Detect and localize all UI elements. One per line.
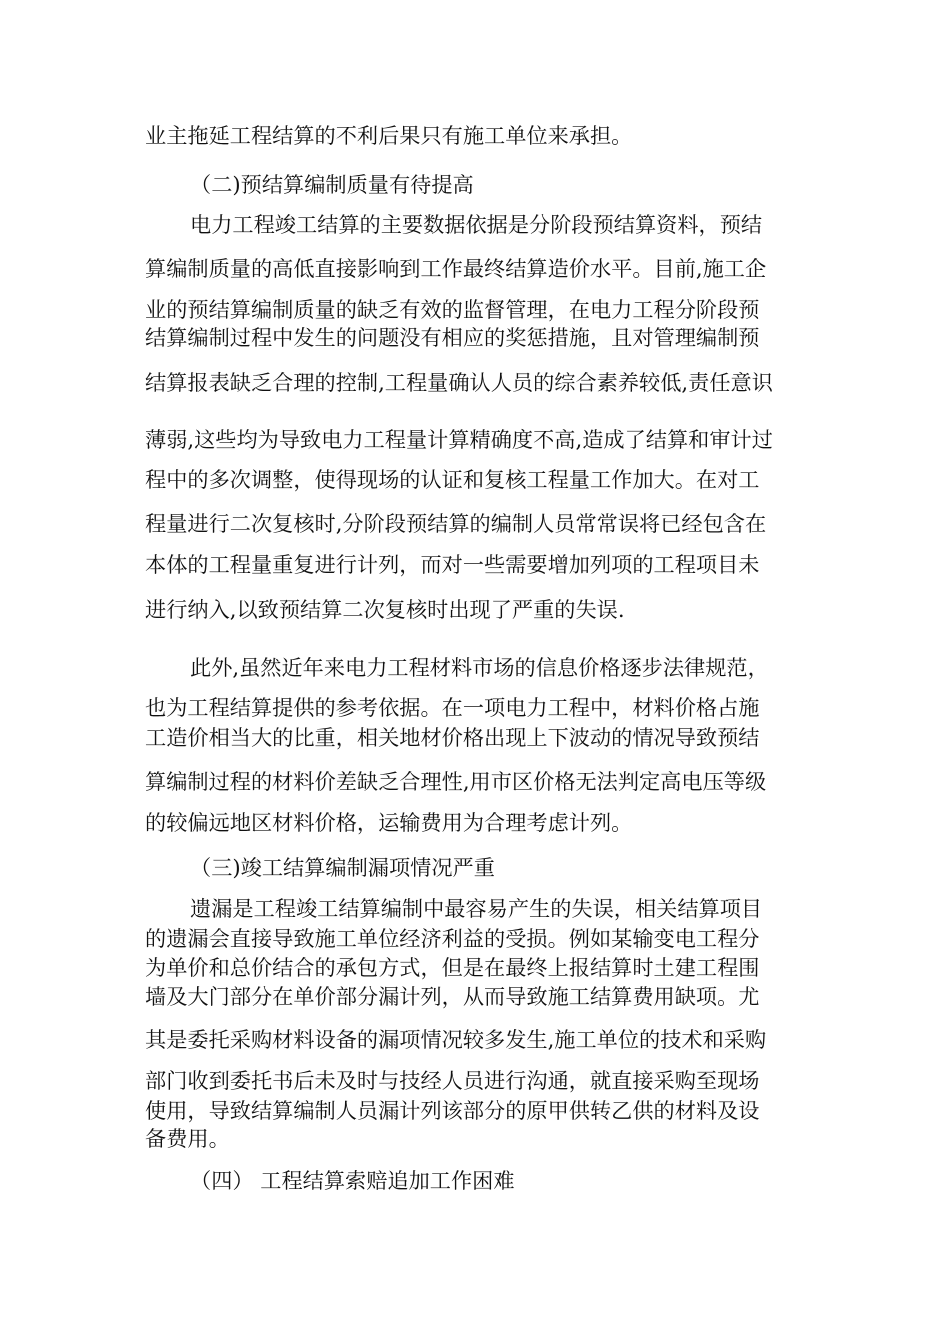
- section-heading: （三)竣工结算编制漏项情况严重: [190, 855, 495, 880]
- body-text-line: 程量进行二次复核时,分阶段预结算的编制人员常常误将已经包含在: [145, 511, 767, 536]
- section-heading: （四） 工程结算索赔追加工作困难: [190, 1168, 515, 1193]
- body-text-line: 算编制过程的材料价差缺乏合理性,用市区价格无法判定高电压等级: [145, 769, 767, 794]
- body-text-line: 本体的工程量重复进行计列，而对一些需要增加列项的工程项目未: [145, 552, 760, 577]
- body-text-line: 也为工程结算提供的参考依据。在一项电力工程中，材料价格占施: [145, 695, 760, 720]
- body-text-line: 备费用。: [145, 1126, 230, 1151]
- body-text-line: 部门收到委托书后未及时与技经人员进行沟通，就直接采购至现场: [145, 1068, 760, 1093]
- paragraph-first-line: 此外,虽然近年来电力工程材料市场的信息价格逐步法律规范，: [190, 655, 769, 680]
- body-text-line: 工造价相当大的比重，相关地材价格出现上下波动的情况导致预结: [145, 725, 760, 750]
- body-text-line: 业的预结算编制质量的缺乏有效的监督管理，在电力工程分阶段预: [145, 297, 760, 322]
- body-text-line: 为单价和总价结合的承包方式，但是在最终上报结算时土建工程围: [145, 955, 760, 980]
- body-text-line: 结算报表缺乏合理的控制,工程量确认人员的综合素养较低,责任意识: [145, 370, 773, 395]
- section-heading: （二)预结算编制质量有待提高: [190, 172, 474, 197]
- body-text-line: 业主拖延工程结算的不利后果只有施工单位来承担。: [145, 123, 633, 148]
- body-text-line: 算编制质量的高低直接影响到工作最终结算造价水平。目前,施工企: [145, 256, 767, 281]
- body-text-line: 墙及大门部分在单价部分漏计列，从而导致施工结算费用缺项。尤: [145, 984, 760, 1009]
- body-text-line: 进行纳入,以致预结算二次复核时出现了严重的失误.: [145, 597, 625, 622]
- body-text-line: 结算编制过程中发生的问题没有相应的奖惩措施，且对管理编制预: [145, 325, 760, 350]
- body-text-line: 使用，导致结算编制人员漏计列该部分的原甲供转乙供的材料及设: [145, 1098, 760, 1123]
- body-text-line: 的较偏远地区材料价格，运输费用为合理考虑计列。: [145, 810, 633, 835]
- body-text-line: 薄弱,这些均为导致电力工程量计算精确度不高,造成了结算和审计过: [145, 427, 773, 452]
- body-text-line: 的遗漏会直接导致施工单位经济利益的受损。例如某输变电工程分: [145, 926, 760, 951]
- body-text-line: 其是委托采购材料设备的漏项情况较多发生,施工单位的技术和采购: [145, 1027, 767, 1052]
- paragraph-first-line: 电力工程竣工结算的主要数据依据是分阶段预结算资料，预结: [190, 212, 763, 237]
- body-text-line: 程中的多次调整，使得现场的认证和复核工程量工作加大。在对工: [145, 467, 760, 492]
- paragraph-first-line: 遗漏是工程竣工结算编制中最容易产生的失误，相关结算项目: [190, 896, 763, 921]
